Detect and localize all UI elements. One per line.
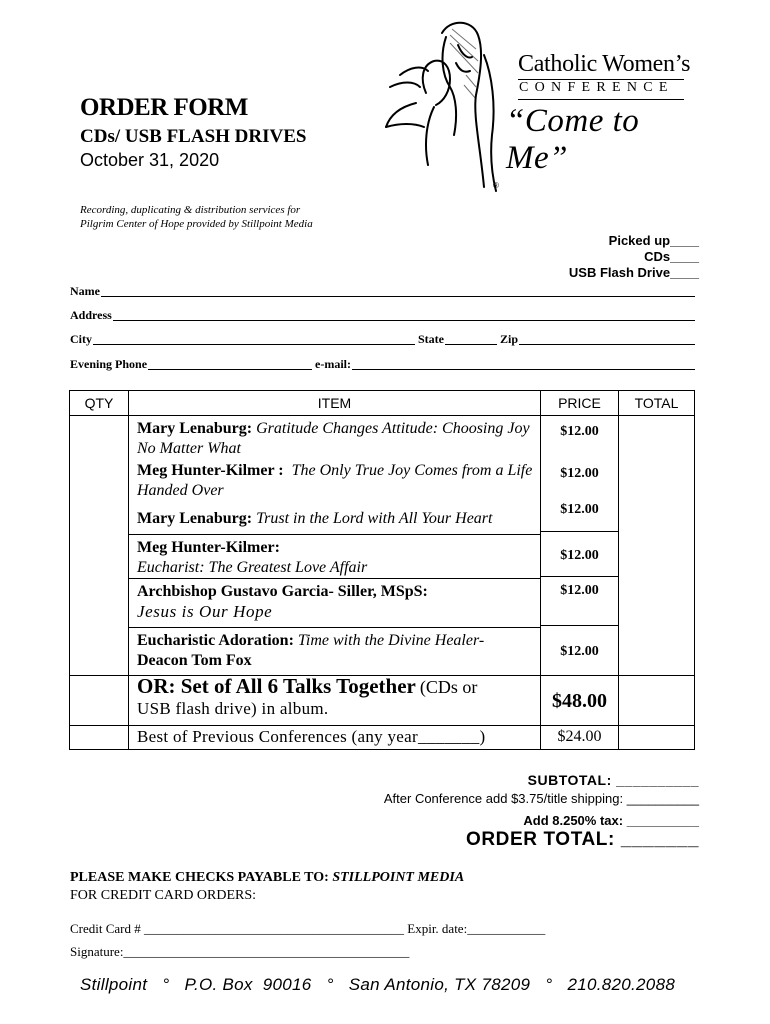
order-total-field[interactable]: ORDER TOTAL: _______ bbox=[465, 829, 699, 850]
address-input[interactable] bbox=[113, 310, 695, 321]
list-item: Meg Hunter-Kilmer : The Only True Joy Comes from a Life Handed Over bbox=[137, 462, 533, 499]
total-cell[interactable] bbox=[619, 726, 695, 750]
logo-conference: CONFERENCE bbox=[519, 80, 674, 95]
credit-card-orders-label: FOR CREDIT CARD ORDERS: bbox=[70, 888, 257, 903]
zip-input[interactable] bbox=[519, 334, 695, 345]
credit-line-1: Recording, duplicating & distribution services for bbox=[80, 204, 301, 216]
price-value: $12.00 bbox=[560, 548, 599, 563]
form-title: ORDER FORM bbox=[80, 94, 248, 121]
price-value: $12.00 bbox=[560, 583, 599, 598]
credit-line-2: Pilgrim Center of Hope provided by Stillpoint Media bbox=[80, 218, 313, 230]
evening-phone-label: Evening Phone bbox=[70, 357, 148, 371]
qty-header: QTY bbox=[70, 391, 129, 416]
logo-tagline: “Come to Me” bbox=[506, 103, 640, 176]
city-label: City bbox=[70, 332, 92, 346]
list-item: Meg Hunter-Kilmer: Eucharist: The Greatest Love Affair bbox=[137, 539, 368, 576]
items-cell bbox=[129, 416, 541, 676]
city-input[interactable] bbox=[93, 334, 415, 345]
form-subtitle: CDs/ USB FLASH DRIVES bbox=[80, 126, 307, 147]
price-value: $12.00 bbox=[560, 644, 599, 659]
footer-contact: Stillpoint ° P.O. Box 90016 ° San Antonio, TX 78209 ° 210.820.2088 bbox=[80, 975, 676, 994]
form-date: October 31, 2020 bbox=[80, 150, 220, 170]
embrace-illustration-icon bbox=[380, 15, 520, 195]
price-value: $12.00 bbox=[560, 424, 599, 439]
conference-logo bbox=[380, 15, 700, 195]
item-header: ITEM bbox=[129, 391, 541, 416]
address-label: Address bbox=[70, 308, 112, 322]
list-item: Mary Lenaburg: Trust in the Lord with All Your Heart bbox=[137, 510, 493, 527]
price-value: $12.00 bbox=[560, 502, 599, 517]
signature-field[interactable]: Signature:____________________________________________ bbox=[70, 944, 410, 959]
email-input[interactable] bbox=[352, 359, 695, 370]
city-row bbox=[70, 332, 698, 347]
best-price: $24.00 bbox=[541, 726, 619, 750]
name-row bbox=[70, 284, 698, 299]
prices-cell bbox=[541, 416, 619, 676]
price-value: $12.00 bbox=[560, 466, 599, 481]
qty-cell[interactable] bbox=[70, 676, 129, 726]
total-cell[interactable] bbox=[619, 676, 695, 726]
credit-card-field[interactable]: Credit Card # ________________________________________ Expir. date:____________ bbox=[70, 921, 546, 936]
address-row bbox=[70, 308, 698, 323]
qty-cell[interactable] bbox=[70, 416, 129, 676]
subtotal-field[interactable]: SUBTOTAL: __________ bbox=[527, 772, 699, 788]
best-item-cell: Best of Previous Conferences (any year_______) bbox=[129, 726, 541, 750]
table-header-row bbox=[70, 391, 695, 416]
price-header: PRICE bbox=[541, 391, 619, 416]
table-row bbox=[70, 416, 695, 676]
shipping-field[interactable]: After Conference add $3.75/title shipping: __________ bbox=[383, 791, 699, 806]
tax-field[interactable]: Add 8.250% tax: __________ bbox=[523, 813, 699, 828]
usb-field[interactable]: USB Flash Drive____ bbox=[568, 265, 699, 280]
set-price: $48.00 bbox=[541, 676, 619, 726]
logo-name: Catholic Women’s bbox=[518, 51, 691, 77]
name-input[interactable] bbox=[101, 286, 695, 297]
table-row-best bbox=[70, 726, 695, 750]
set-item-cell: OR: Set of All 6 Talks Together (CDs or USB flash drive) in album. bbox=[129, 676, 541, 726]
state-label: State bbox=[418, 332, 444, 346]
picked-up-field[interactable]: Picked up____ bbox=[608, 233, 699, 248]
list-item: Eucharistic Adoration: Time with the Divine Healer-Deacon Tom Fox bbox=[137, 632, 485, 669]
qty-cell[interactable] bbox=[70, 726, 129, 750]
checks-payable: PLEASE MAKE CHECKS PAYABLE TO: STILLPOINT MEDIA bbox=[70, 870, 465, 885]
list-item: Mary Lenaburg: Gratitude Changes Attitude: Choosing Joy No Matter What bbox=[137, 420, 530, 457]
order-table bbox=[69, 390, 695, 750]
logo-rule-bottom bbox=[518, 99, 684, 100]
total-cell[interactable] bbox=[619, 416, 695, 676]
zip-label: Zip bbox=[500, 332, 519, 346]
total-header: TOTAL bbox=[619, 391, 695, 416]
name-label: Name bbox=[70, 284, 100, 298]
registered-mark: ® bbox=[493, 181, 499, 190]
evening-phone-input[interactable] bbox=[148, 359, 312, 370]
list-item: Archbishop Gustavo Garcia- Siller, MSpS: Jesus is Our Hope bbox=[137, 583, 428, 621]
cds-field[interactable]: CDs____ bbox=[644, 249, 699, 264]
table-row-set bbox=[70, 676, 695, 726]
phone-email-row bbox=[70, 357, 698, 372]
email-label: e-mail: bbox=[315, 357, 351, 371]
state-input[interactable] bbox=[445, 334, 497, 345]
